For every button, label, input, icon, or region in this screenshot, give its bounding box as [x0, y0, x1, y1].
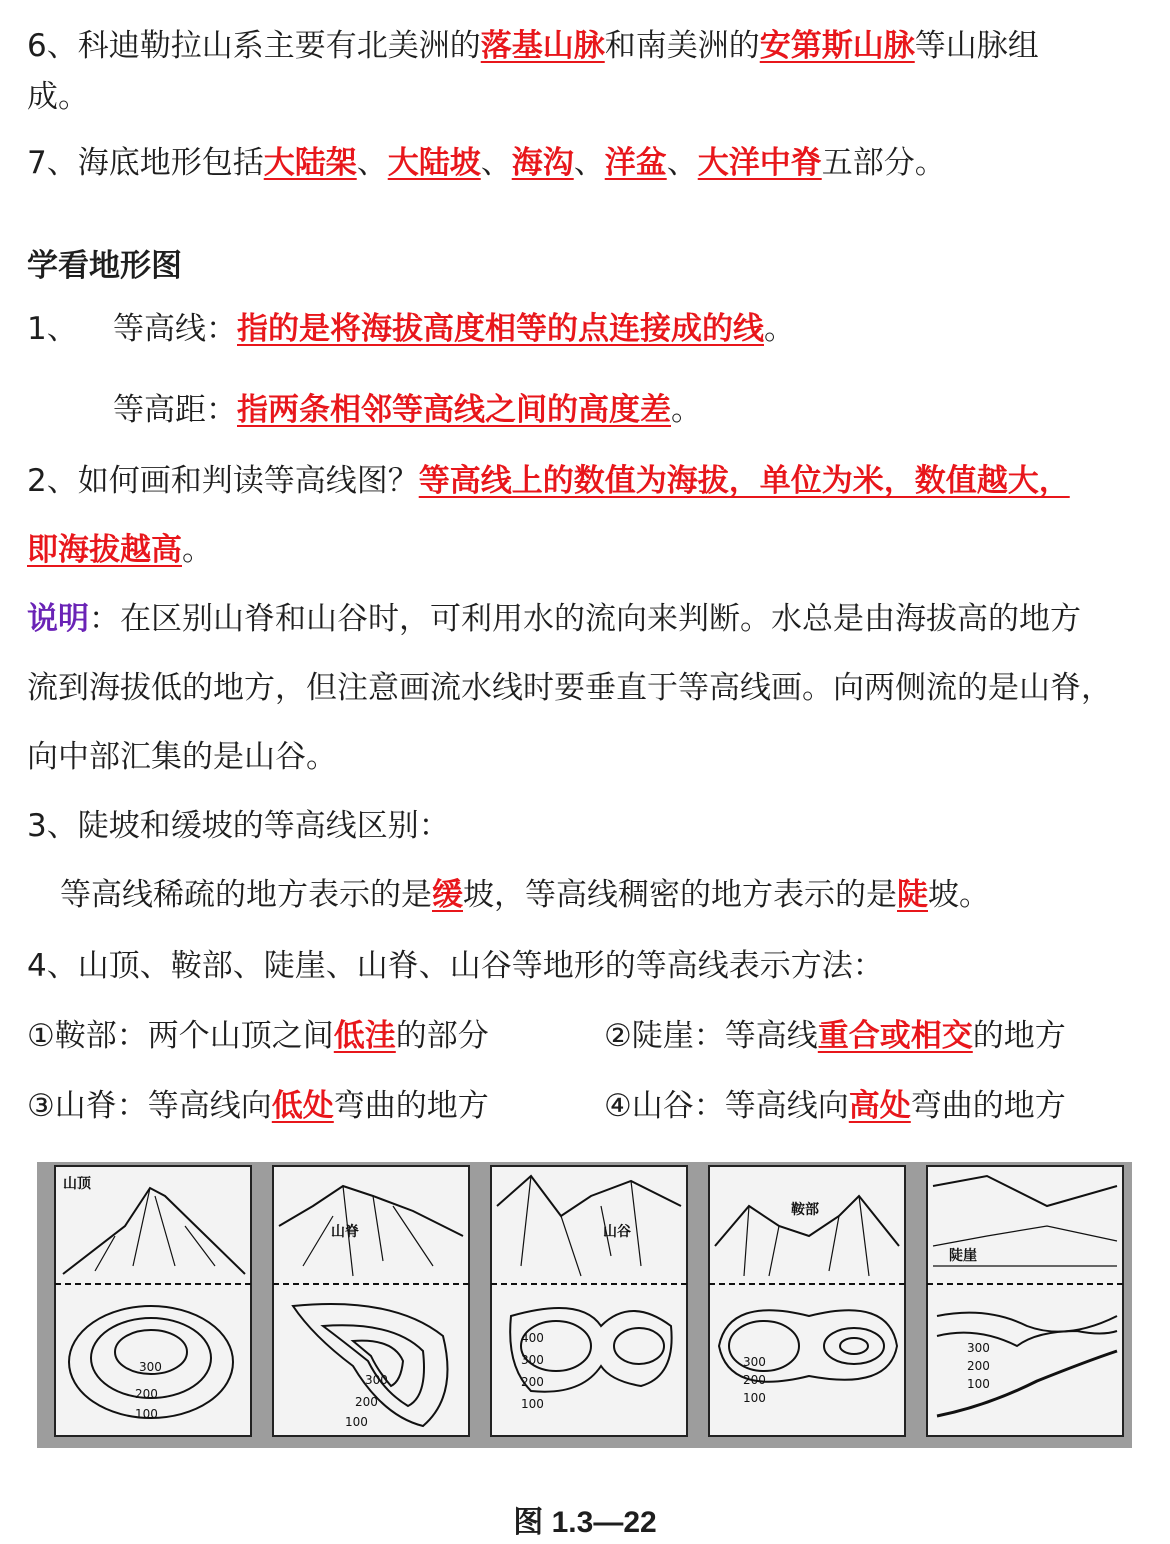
period: 。 [764, 311, 795, 347]
item6-highlight-a: 落基山脉 [480, 28, 605, 64]
contour-value: 300 [521, 1353, 544, 1367]
contour-value: 200 [521, 1375, 544, 1389]
label-ridge: 山脊 [331, 1224, 359, 1240]
q2-answer-2: 即海拔越高 [27, 532, 182, 568]
q4-highlight: 重合或相交 [817, 1018, 973, 1054]
item7-term-4: 洋盆 [604, 145, 667, 181]
interval-definition: 指两条相邻等高线之间的高度差 [237, 392, 671, 428]
q3-title: 3、陡坡和缓坡的等高线区别： [27, 808, 450, 844]
contour-value: 100 [743, 1391, 766, 1405]
q3-detail [60, 875, 1150, 915]
item-number: 1、 [27, 311, 78, 347]
q2-line2 [27, 530, 1150, 570]
panel-peak [55, 1166, 251, 1436]
q4-highlight: 低处 [271, 1088, 334, 1124]
separator: 、 [666, 145, 698, 181]
q3-highlight-gentle: 缓 [432, 877, 463, 913]
contour-value: 400 [521, 1331, 544, 1345]
separator: 、 [356, 145, 388, 181]
contour-label: 等高线： [113, 311, 237, 347]
q4-item-saddle [27, 1018, 489, 1054]
item6-text-mid: 和南美洲的 [604, 28, 760, 64]
q4-highlight: 低洼 [333, 1018, 396, 1054]
item6-highlight-b: 安第斯山脉 [759, 28, 915, 64]
q4-text: 的地方 [972, 1018, 1066, 1054]
q4-text: ③山脊：等高线向 [27, 1088, 272, 1124]
q3-text: 坡，等高线稠密的地方表示的是 [463, 877, 897, 913]
q2-answer-1: 等高线上的数值为海拔，单位为米，数值越大， [418, 463, 1070, 499]
note-line2: 流到海拔低的地方，但注意画流水线时要垂直于等高线画。向两侧流的是山脊， [27, 670, 1112, 706]
item7-text-suffix: 五部分。 [821, 145, 946, 181]
q4-row1 [27, 1016, 1150, 1056]
label-cliff: 陡崖 [949, 1248, 977, 1264]
panel-valley [491, 1166, 687, 1436]
q3-text: 坡。 [928, 877, 990, 913]
note-text: ：在区别山脊和山谷时，可利用水的流向来判断。水总是由海拔高的地方 [89, 601, 1081, 637]
panel-cliff [927, 1166, 1123, 1436]
q4-text: 弯曲的地方 [910, 1088, 1066, 1124]
note-label: 说明 [27, 601, 89, 637]
contour-value: 100 [135, 1407, 158, 1421]
period: 。 [671, 392, 702, 428]
panel-ridge [273, 1166, 469, 1436]
q4-text: ②陡崖：等高线 [604, 1018, 818, 1054]
contour-value: 100 [345, 1415, 368, 1429]
item6-text-suffix: 等山脉组 [914, 28, 1039, 64]
q3-text: 等高线稀疏的地方表示的是 [60, 877, 432, 913]
interval-label: 等高距： [113, 392, 237, 428]
section-heading: 学看地形图 [27, 248, 182, 284]
q4-text: 弯曲的地方 [333, 1088, 489, 1124]
q4-text: ④山谷：等高线向 [604, 1088, 849, 1124]
q4-item-cliff [604, 1016, 1066, 1056]
item6-text: 6、科迪勒拉山系主要有北美洲的 [27, 28, 481, 64]
item6-line2: 成。 [27, 79, 89, 115]
contour-value: 100 [967, 1377, 990, 1391]
contour-definition: 指的是将海拔高度相等的点连接成的线 [237, 311, 764, 347]
interval-def-line [113, 390, 1150, 430]
item7-line [27, 143, 1150, 183]
contour-value: 200 [743, 1373, 766, 1387]
period: 。 [182, 532, 213, 568]
item6-line1 [27, 26, 1150, 66]
q4-row2 [27, 1086, 1150, 1126]
item7-term-1: 大陆架 [263, 145, 357, 181]
q4-text: 的部分 [395, 1018, 489, 1054]
contour-def-line [27, 309, 1150, 349]
contour-value: 200 [355, 1395, 378, 1409]
separator: 、 [573, 145, 605, 181]
contour-value: 300 [139, 1360, 162, 1374]
q4-item-ridge [27, 1088, 489, 1124]
q4-text: ①鞍部：两个山顶之间 [27, 1018, 334, 1054]
item7-text: 7、海底地形包括 [27, 145, 264, 181]
item7-term-5: 大洋中脊 [697, 145, 822, 181]
item7-term-3: 海沟 [511, 145, 574, 181]
q3-highlight-steep: 陡 [897, 877, 928, 913]
label-valley: 山谷 [603, 1224, 631, 1240]
contour-value: 200 [967, 1359, 990, 1373]
contour-value: 200 [135, 1387, 158, 1401]
q4-item-valley [604, 1086, 1066, 1126]
item7-term-2: 大陆坡 [387, 145, 481, 181]
label-saddle: 鞍部 [791, 1202, 819, 1218]
terrain-figure [37, 1162, 1132, 1448]
q4-title: 4、山顶、鞍部、陡崖、山脊、山谷等地形的等高线表示方法： [27, 948, 884, 984]
contour-value: 100 [521, 1397, 544, 1411]
contour-value: 300 [743, 1355, 766, 1369]
q2-question: 2、如何画和判读等高线图？ [27, 463, 419, 499]
figure-caption: 图 1.3—22 [513, 1506, 657, 1539]
contour-value: 300 [967, 1341, 990, 1355]
separator: 、 [480, 145, 512, 181]
contour-value: 300 [365, 1373, 388, 1387]
note-line1 [27, 599, 1150, 639]
q4-highlight: 高处 [848, 1088, 911, 1124]
note-line3: 向中部汇集的是山谷。 [27, 739, 337, 775]
label-peak: 山顶 [63, 1176, 91, 1192]
panel-saddle [709, 1166, 905, 1436]
q2-line1 [27, 461, 1150, 501]
